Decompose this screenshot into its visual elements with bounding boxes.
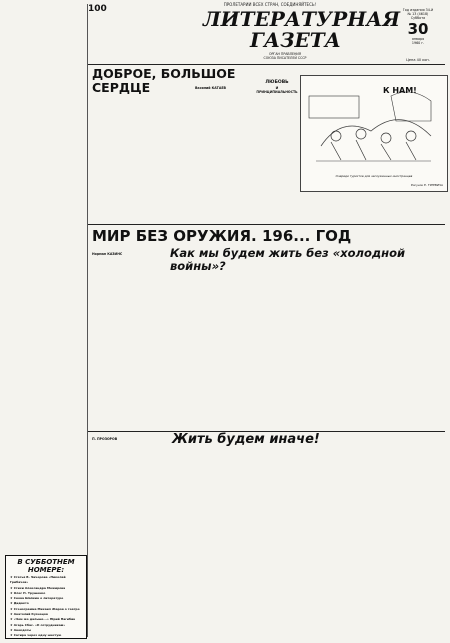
love-article-body (255, 92, 299, 222)
main-article-author: Василий КАТАЕВ (195, 86, 226, 90)
masthead-title-line1: ЛИТЕРАТУРНАЯ (203, 7, 401, 31)
saturday-box-item: ★ Агарь Сбас. «К сотрудникам» (10, 622, 66, 627)
masthead-organ-line1: ОРГАН ПРАВЛЕНИЯ (268, 52, 302, 56)
masthead-organ (250, 52, 320, 61)
saturday-box-title: В СУББОТНЕМ НОМЕРЕ: (17, 558, 75, 574)
love-article-title: ЛЮБОВЬ (265, 80, 289, 85)
saturday-box-item: ★ Снова Шапкин о литературе (10, 596, 64, 601)
issue-price: Цена 40 коп. (406, 57, 430, 62)
cartoon-illustration (300, 75, 448, 192)
banner-article-body (91, 264, 445, 429)
masthead-issue-info (392, 8, 444, 62)
issue-year: 1960 г. (411, 40, 425, 45)
saturday-box-item: ★ Олег Н. Трушенко (10, 590, 46, 595)
masthead-title-line2: ГАЗЕТА (250, 28, 341, 52)
masthead-left-number: 100 (88, 4, 107, 14)
cartoon-subcaption: Очереди туристов для заслуженных иностранцев (335, 174, 413, 178)
saturday-box-item: ★ Анатолий Кузнецов (10, 612, 48, 617)
saturday-box-item: ★ Статья В. Чичерова «Николай Грибачев» (10, 575, 66, 585)
cartoon-caption: К НАМ! (383, 86, 417, 95)
love-article-subtitle: И ПРИНЦИПИАЛЬНОСТЬ (256, 86, 298, 94)
saturday-box-item: ★ Стихи Александра Межирова (10, 585, 66, 590)
banner-subtitle: Как мы будем жить без «холодной войны»? (170, 246, 406, 273)
cartoon-credit: Рисунок Е. ГУРЕВИЧА (410, 183, 443, 187)
saturday-issue-box (5, 555, 87, 639)
saturday-box-item: ★ Сатира через одну шестую (10, 633, 62, 638)
main-article-body (91, 94, 252, 222)
issue-label: Год издания 34-й (402, 8, 434, 12)
banner-author: Норман КАЗИНС (92, 252, 123, 256)
column-divider (87, 4, 88, 637)
issue-month: января (411, 36, 425, 41)
main-article-title: ДОБРОЕ, БОЛЬШОЕ СЕРДЦЕ (92, 66, 236, 95)
left-column-text (5, 4, 85, 552)
saturday-box-item: ★ «Чем же дальше...» Юрий Нагибин (10, 617, 76, 622)
masthead-motto: ПРОЛЕТАРИИ ВСЕХ СТРАН, СОЕДИНЯЙТЕСЬ! (223, 2, 317, 7)
second-article-author: П. ПРОЗОРОВ (92, 437, 118, 441)
saturday-box-item: ★ Стенограмма Михаил Жаров о театре (10, 606, 80, 611)
masthead-rule (88, 64, 445, 65)
saturday-box-list (6, 574, 86, 640)
second-article-body (91, 452, 445, 637)
issue-day: 30 (407, 19, 429, 38)
issue-number: № 13 (4618) (407, 12, 429, 17)
masthead-title (203, 7, 401, 52)
second-article-title: Жить будем иначе! (172, 432, 320, 447)
masthead-organ-line2: СОЮЗА ПИСАТЕЛЕЙ СССР (263, 56, 307, 61)
banner-rule-top (88, 224, 445, 225)
masthead-left-caption (95, 5, 183, 18)
banner-title: МИР БЕЗ ОРУЖИЯ. 196... ГОД (92, 227, 352, 245)
saturday-box-item: ★ Дидакто (10, 601, 29, 606)
issue-weekday: Суббота (410, 16, 426, 21)
saturday-box-item: ★ Анекдоты (10, 627, 32, 632)
